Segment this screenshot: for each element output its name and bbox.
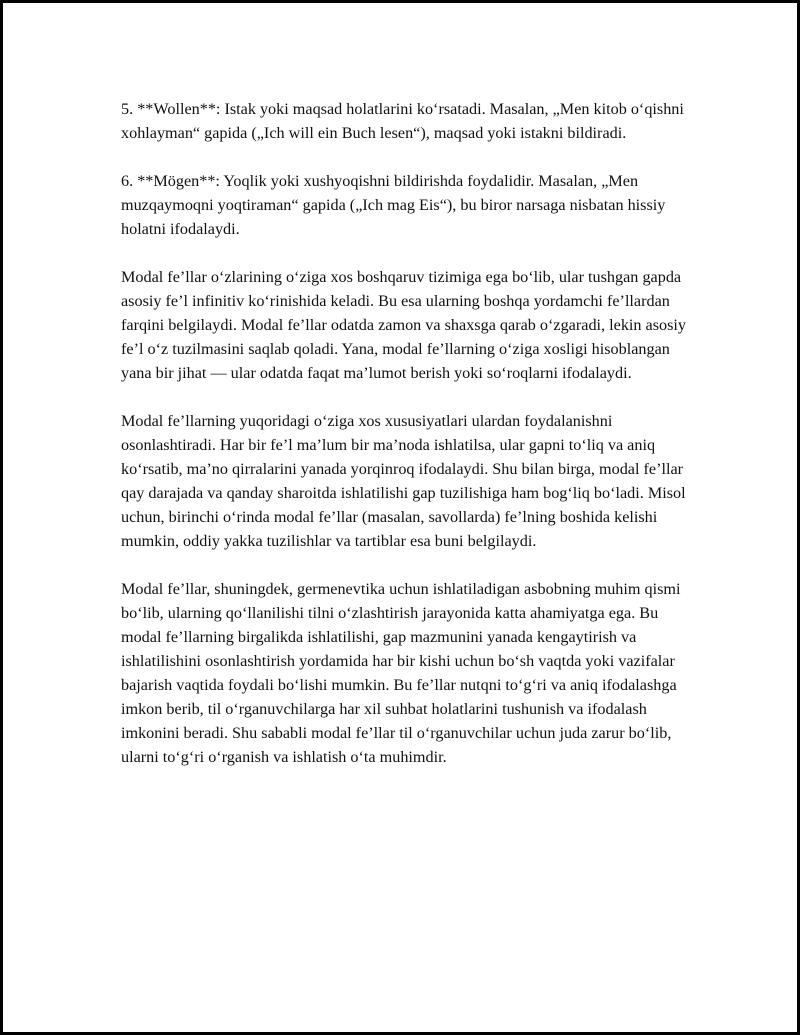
paragraph-mogen: 6. **Mögen**: Yoqlik yoki xushyoqishni bildirishda foydalidir. Masalan, „Men muzqaymoqni yoqtiraman“ gapida („Ich mag Eis“), bu biror narsaga nisbatan hissiy holatni ifodalaydi. (121, 172, 666, 238)
paragraph-modal-structure: Modal fe’llar o‘zlarining o‘ziga xos boshqaruv tizimiga ega bo‘lib, ular tushgan gapda asosiy fe’l infinitiv ko‘rinishida keladi. Bu esa ularning boshqa yordamchi fe’llardan farqini belgilaydi. Modal fe’llar odatda zamon va shaxsga qarab o‘zgaradi, lekin asosiy fe’l o‘z tuzilmasini saqlab qoladi. Yana, modal fe’llarning o‘ziga xosligi hisoblangan yana bir jihat — ular odatda faqat ma’lumot berish yoki so‘roqlarni ifodalaydi. (121, 268, 687, 382)
document-body (121, 97, 691, 793)
paragraph-modal-importance: Modal fe’llar, shuningdek, germenevtika uchun ishlatiladigan asbobning muhim qismi bo‘lib, ularning qo‘llanilishi tilni o‘zlashtirish jarayonida katta ahamiyatga ega. Bu modal fe’llarning birgalikda ishlatilishi, gap mazmunini yanada kengaytirish va ishlatilishini osonlashtirish yordamida har bir kishi uchun bo‘sh vaqtda yoki vazifalar bajarish vaqtida foydali bo‘lishi mumkin. Bu fe’llar nutqni to‘g‘ri va aniq ifodalashga imkon berib, til o‘rganuvchilarga har xil suhbat holatlarini tushunish va ifodalash imkonini beradi. Shu sababli modal fe’llar til o‘rganuvchilar uchun juda zarur bo‘lib, ularni to‘g‘ri o‘rganish va ishlatish o‘ta muhimdir. (121, 580, 681, 766)
paragraph-modal-features: Modal fe’llarning yuqoridagi o‘ziga xos xususiyatlari ulardan foydalanishni osonlashtiradi. Har bir fe’l ma’lum bir ma’noda ishlatilsa, ular gapni to‘liq va aniq ko‘rsatib, ma’no qirralarini yanada yorqinroq ifodalaydi. Shu bilan birga, modal fe’llar qay darajada va qanday sharoitda ishlatilishi gap tuzilishiga ham bog‘liq bo‘ladi. Misol uchun, birinchi o‘rinda modal fe’llar (masalan, savollarda) fe’lning boshida kelishi mumkin, oddiy yakka tuzilishlar va tartiblar esa buni belgilaydi. (121, 412, 686, 550)
paragraph-wollen: 5. **Wollen**: Istak yoki maqsad holatlarini ko‘rsatadi. Masalan, „Men kitob o‘qishni xohlayman“ gapida („Ich will ein Buch lesen“), maqsad yoki istakni bildiradi. (121, 100, 684, 142)
